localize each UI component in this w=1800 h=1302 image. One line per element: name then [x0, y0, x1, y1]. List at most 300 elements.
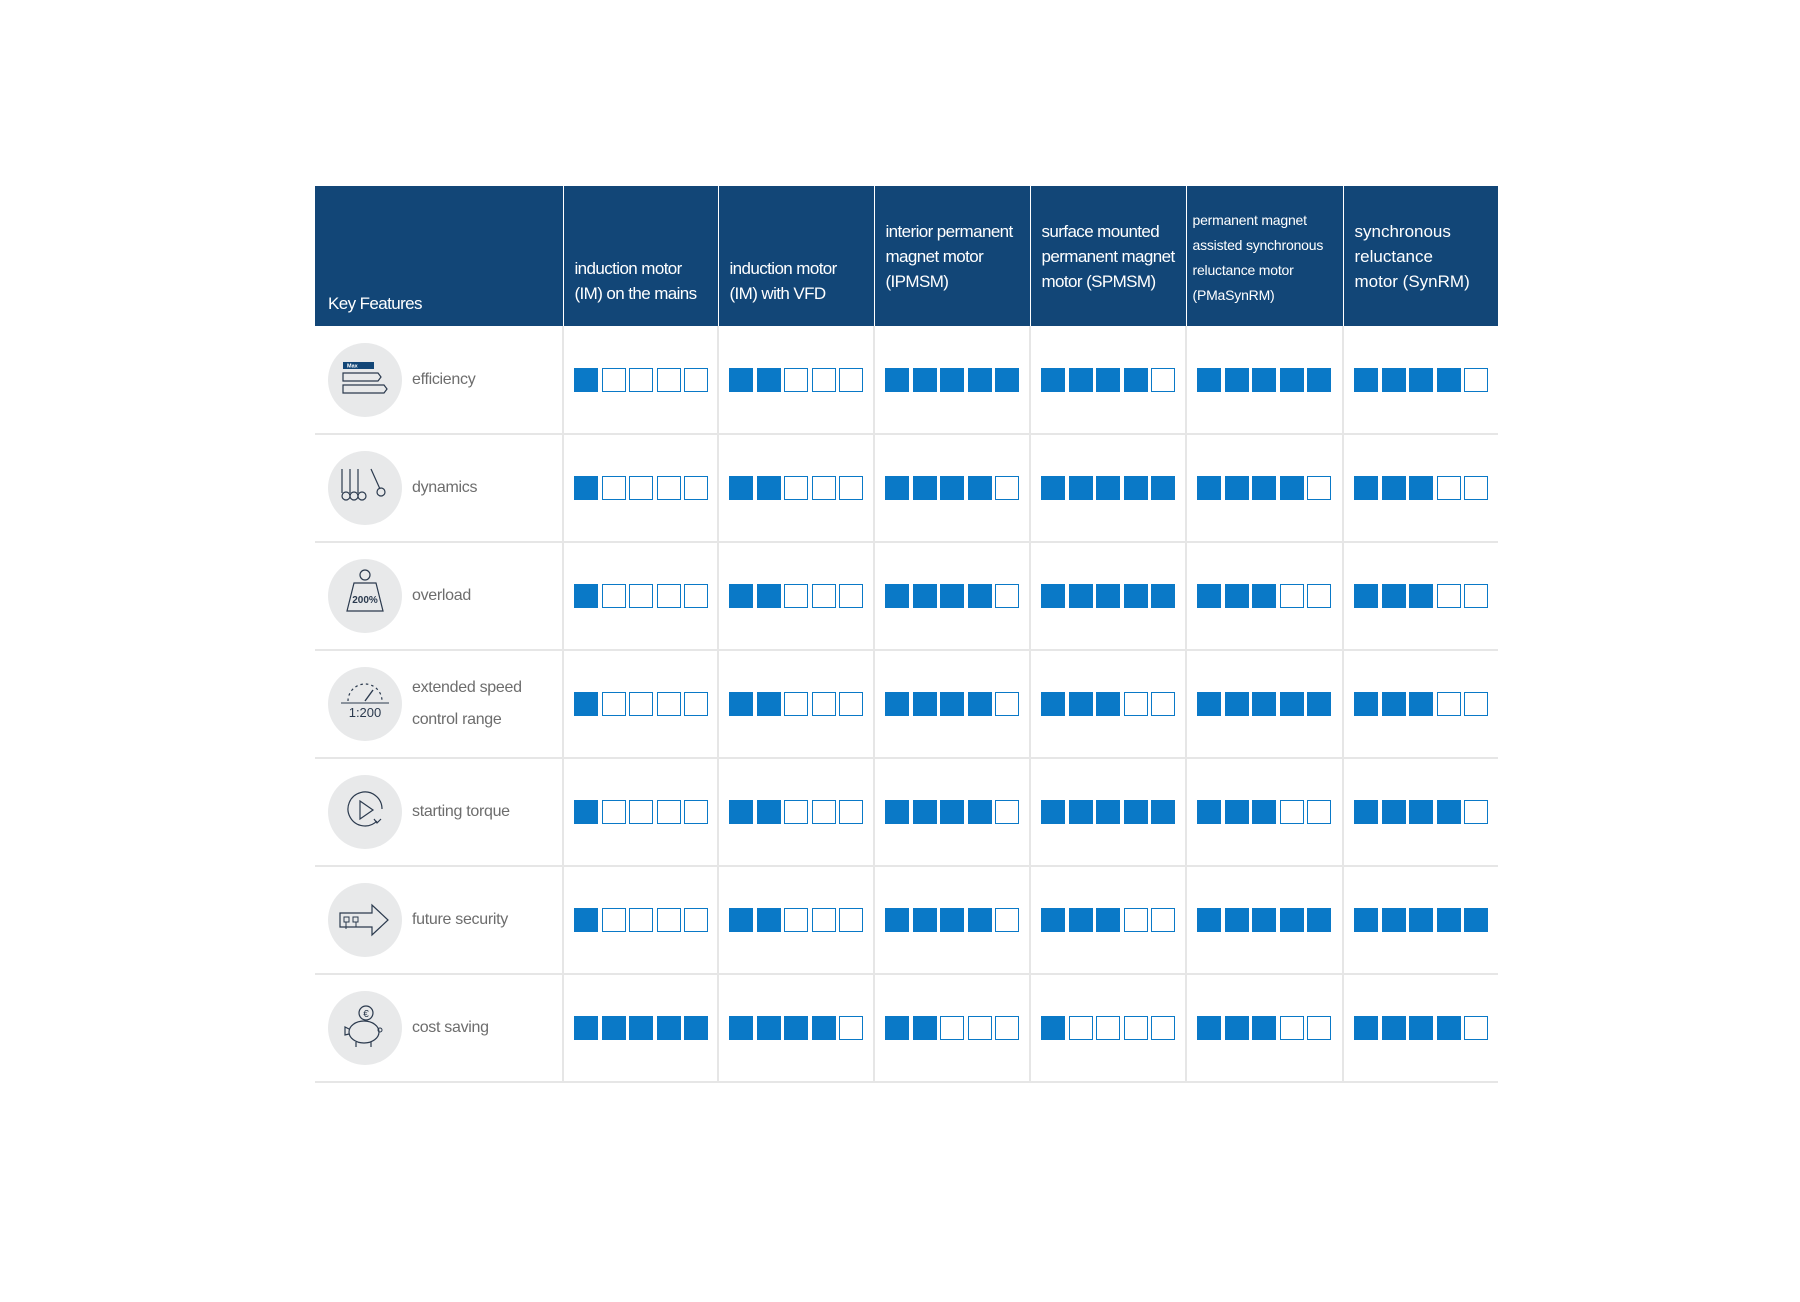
rating-squares: [875, 584, 1029, 608]
table-row: [315, 542, 1498, 650]
rating-square-empty: [684, 368, 708, 392]
rating-square-empty: [629, 908, 653, 932]
rating-square-filled: [757, 908, 781, 932]
rating-cell: [1343, 326, 1498, 434]
rating-square-empty: [1151, 1016, 1175, 1040]
rating-square-filled: [1409, 692, 1433, 716]
rating-square-empty: [784, 476, 808, 500]
rating-square-filled: [940, 584, 964, 608]
rating-cell: [718, 434, 874, 542]
piggy-bank-icon-graphic: [328, 991, 402, 1065]
rating-square-filled: [885, 476, 909, 500]
rating-square-empty: [968, 1016, 992, 1040]
rating-square-filled: [885, 800, 909, 824]
rating-square-empty: [684, 692, 708, 716]
rating-square-filled: [1124, 800, 1148, 824]
rating-square-empty: [602, 908, 626, 932]
rating-square-empty: [602, 368, 626, 392]
rating-square-filled: [1464, 908, 1488, 932]
rating-square-filled: [1409, 476, 1433, 500]
rating-square-filled: [757, 476, 781, 500]
rating-square-filled: [1096, 692, 1120, 716]
svg-text:200%: 200%: [352, 595, 378, 606]
rating-square-filled: [1197, 1016, 1221, 1040]
rating-squares: [1187, 692, 1342, 716]
rating-square-filled: [913, 1016, 937, 1040]
rating-cell: [874, 326, 1030, 434]
rating-cell: [1186, 650, 1343, 758]
feature-cell: [315, 542, 563, 650]
rating-square-filled: [1041, 800, 1065, 824]
rating-cell: [1030, 974, 1186, 1082]
rating-squares: [719, 908, 873, 932]
rating-square-empty: [629, 800, 653, 824]
rating-squares: [719, 692, 873, 716]
rating-squares: [564, 908, 717, 932]
rating-squares: [875, 368, 1029, 392]
feature-label: [412, 1012, 562, 1044]
rating-square-empty: [1151, 368, 1175, 392]
feature-cell: [315, 326, 563, 434]
rating-square-empty: [839, 1016, 863, 1040]
pendulum-icon-graphic: [328, 451, 402, 525]
rating-square-filled: [574, 368, 598, 392]
rating-square-filled: [1069, 908, 1093, 932]
rating-square-filled: [968, 476, 992, 500]
rating-square-empty: [684, 908, 708, 932]
rating-square-empty: [784, 584, 808, 608]
rating-square-filled: [913, 908, 937, 932]
rating-square-filled: [1197, 692, 1221, 716]
rating-squares: [875, 692, 1029, 716]
rating-cell: [1186, 758, 1343, 866]
rating-cell: [563, 974, 718, 1082]
header-pmasynrm-line-2: assisted synchronous: [1192, 237, 1324, 253]
rating-squares: [1031, 584, 1185, 608]
rating-square-filled: [1041, 1016, 1065, 1040]
rating-square-filled: [1354, 584, 1378, 608]
rating-square-filled: [913, 368, 937, 392]
rating-square-empty: [684, 800, 708, 824]
feature-cell-content: [315, 991, 562, 1065]
rating-square-filled: [757, 692, 781, 716]
rating-square-filled: [1280, 692, 1304, 716]
rating-square-filled: [574, 584, 598, 608]
rating-square-filled: [729, 1016, 753, 1040]
rating-square-empty: [839, 368, 863, 392]
rating-square-filled: [1151, 476, 1175, 500]
rating-square-filled: [1382, 1016, 1406, 1040]
rating-cell: [1186, 434, 1343, 542]
rating-square-empty: [657, 584, 681, 608]
rating-square-filled: [1225, 908, 1249, 932]
rating-square-filled: [1409, 584, 1433, 608]
rating-squares: [1344, 800, 1498, 824]
rating-square-empty: [1437, 692, 1461, 716]
rating-square-empty: [1437, 584, 1461, 608]
speedometer-icon: [328, 667, 402, 741]
rating-squares: [875, 800, 1029, 824]
rating-square-filled: [1409, 908, 1433, 932]
rating-squares: [719, 800, 873, 824]
rating-square-filled: [1382, 692, 1406, 716]
rating-square-filled: [940, 692, 964, 716]
table-row: [315, 650, 1498, 758]
motor-comparison-table: [315, 186, 1498, 1083]
feature-cell-content: [315, 883, 562, 957]
rating-squares: [719, 1016, 873, 1040]
rating-square-empty: [657, 800, 681, 824]
rating-squares: [1344, 476, 1498, 500]
rating-square-empty: [657, 368, 681, 392]
rating-cell: [1343, 974, 1498, 1082]
rating-squares: [1344, 368, 1498, 392]
rating-square-filled: [1069, 584, 1093, 608]
rating-cell: [718, 974, 874, 1082]
rating-square-filled: [1409, 1016, 1433, 1040]
rating-cell: [874, 758, 1030, 866]
rating-square-filled: [1124, 584, 1148, 608]
rating-cell: [563, 650, 718, 758]
rating-squares: [1187, 800, 1342, 824]
rating-square-empty: [602, 476, 626, 500]
feature-label: [412, 904, 562, 936]
rating-squares: [1187, 1016, 1342, 1040]
rating-square-filled: [1197, 368, 1221, 392]
rating-square-empty: [1280, 800, 1304, 824]
rating-square-empty: [1307, 476, 1331, 500]
feature-label: [412, 580, 562, 612]
rating-square-empty: [657, 692, 681, 716]
rating-square-filled: [1096, 800, 1120, 824]
rating-squares: [564, 368, 717, 392]
rating-square-filled: [1197, 476, 1221, 500]
rating-square-filled: [729, 368, 753, 392]
rating-square-filled: [1069, 368, 1093, 392]
rating-squares: [1031, 800, 1185, 824]
rating-square-empty: [629, 476, 653, 500]
header-im-mains: [563, 186, 718, 326]
rating-square-filled: [1096, 476, 1120, 500]
header-ipmsm-line-2: magnet motor: [885, 246, 984, 266]
rating-square-filled: [729, 692, 753, 716]
rating-cell: [718, 866, 874, 974]
efficiency-label-icon: [328, 343, 402, 417]
table-row: [315, 326, 1498, 434]
rating-squares: [719, 584, 873, 608]
speedometer-icon-graphic: [328, 667, 402, 741]
rating-square-filled: [1354, 692, 1378, 716]
rating-squares: [564, 476, 717, 500]
svg-text:€: €: [363, 1009, 369, 1020]
rating-squares: [1344, 1016, 1498, 1040]
header-ipmsm-line-3: (IPMSM): [885, 271, 949, 291]
rating-squares: [564, 584, 717, 608]
header-pmasynrm-line-4: (PMaSynRM): [1192, 287, 1275, 303]
header-im-vfd-line-1: induction motor: [729, 259, 837, 278]
rating-square-empty: [629, 584, 653, 608]
rating-square-filled: [995, 368, 1019, 392]
rating-square-filled: [1437, 800, 1461, 824]
rating-square-filled: [1382, 476, 1406, 500]
rating-square-empty: [1307, 584, 1331, 608]
rating-square-empty: [1464, 476, 1488, 500]
rating-square-filled: [574, 692, 598, 716]
rating-squares: [1187, 368, 1342, 392]
rating-cell: [1030, 434, 1186, 542]
header-pmasynrm-line-1: permanent magnet: [1192, 212, 1307, 228]
table-row: [315, 434, 1498, 542]
rating-cell: [1343, 542, 1498, 650]
rating-square-filled: [1041, 584, 1065, 608]
rating-square-empty: [684, 476, 708, 500]
rating-square-filled: [1382, 368, 1406, 392]
header-row: [315, 186, 1498, 326]
rating-square-empty: [839, 584, 863, 608]
rating-squares: [564, 1016, 717, 1040]
rating-cell: [718, 542, 874, 650]
feature-cell-content: [315, 559, 562, 633]
rating-cell: [1186, 326, 1343, 434]
rating-cell: [1030, 650, 1186, 758]
rating-cell: [563, 326, 718, 434]
rating-square-filled: [1041, 368, 1065, 392]
rating-square-filled: [757, 1016, 781, 1040]
feature-label: [412, 672, 562, 736]
rating-cell: [1186, 974, 1343, 1082]
rating-square-filled: [757, 368, 781, 392]
rating-square-filled: [1096, 908, 1120, 932]
rating-square-empty: [1307, 800, 1331, 824]
rating-square-empty: [995, 1016, 1019, 1040]
feature-label-line: control range: [412, 711, 502, 728]
rating-square-filled: [1382, 584, 1406, 608]
rating-square-filled: [1354, 908, 1378, 932]
rating-square-empty: [1280, 1016, 1304, 1040]
rating-square-filled: [1041, 908, 1065, 932]
rating-square-filled: [1225, 692, 1249, 716]
rating-square-filled: [968, 908, 992, 932]
rating-square-empty: [1124, 908, 1148, 932]
rating-cell: [1030, 866, 1186, 974]
rating-square-empty: [602, 584, 626, 608]
rating-square-filled: [1096, 584, 1120, 608]
rating-square-empty: [602, 692, 626, 716]
rating-square-filled: [1437, 908, 1461, 932]
rating-square-filled: [1225, 476, 1249, 500]
rating-square-empty: [812, 368, 836, 392]
rating-cell: [1343, 434, 1498, 542]
header-synrm: [1343, 186, 1498, 326]
feature-label-line: cost saving: [412, 1019, 489, 1036]
rating-square-filled: [1096, 368, 1120, 392]
rating-square-empty: [1464, 692, 1488, 716]
rating-square-filled: [729, 584, 753, 608]
rating-square-filled: [1124, 476, 1148, 500]
rating-square-filled: [574, 800, 598, 824]
rating-square-filled: [913, 692, 937, 716]
rating-square-empty: [1464, 800, 1488, 824]
rating-square-empty: [1464, 368, 1488, 392]
rating-square-filled: [1437, 1016, 1461, 1040]
weight-icon-graphic: [328, 559, 402, 633]
feature-label-line: starting torque: [412, 803, 510, 820]
rating-square-filled: [1252, 800, 1276, 824]
rating-square-filled: [1354, 1016, 1378, 1040]
feature-cell-content: [315, 775, 562, 849]
rating-square-filled: [1382, 800, 1406, 824]
rating-square-filled: [913, 800, 937, 824]
rating-cell: [874, 434, 1030, 542]
header-key-features-label: Key Features: [328, 294, 422, 313]
rating-square-empty: [1096, 1016, 1120, 1040]
rating-square-filled: [1307, 692, 1331, 716]
svg-text:Max: Max: [347, 363, 358, 370]
rating-square-empty: [812, 908, 836, 932]
feature-label-line: efficiency: [412, 370, 476, 388]
rating-square-empty: [1464, 1016, 1488, 1040]
rating-square-filled: [885, 584, 909, 608]
rating-cell: [563, 542, 718, 650]
header-synrm-line-1: synchronous: [1354, 221, 1451, 241]
rating-cell: [1030, 542, 1186, 650]
rating-squares: [875, 1016, 1029, 1040]
rating-square-filled: [574, 476, 598, 500]
rating-square-filled: [940, 908, 964, 932]
rating-cell: [1343, 650, 1498, 758]
rating-square-empty: [812, 692, 836, 716]
play-circle-icon: [328, 775, 402, 849]
rating-squares: [1344, 584, 1498, 608]
rating-square-filled: [913, 584, 937, 608]
rating-square-filled: [968, 692, 992, 716]
rating-square-empty: [629, 368, 653, 392]
rating-cell: [874, 866, 1030, 974]
rating-square-empty: [784, 692, 808, 716]
header-ipmsm: [874, 186, 1030, 326]
rating-cell: [718, 650, 874, 758]
rating-squares: [1187, 584, 1342, 608]
rating-square-filled: [1409, 800, 1433, 824]
rating-square-empty: [940, 1016, 964, 1040]
rating-square-empty: [1151, 908, 1175, 932]
rating-cell: [718, 758, 874, 866]
rating-square-empty: [995, 800, 1019, 824]
rating-cell: [718, 326, 874, 434]
rating-squares: [1031, 692, 1185, 716]
rating-cell: [1030, 326, 1186, 434]
rating-square-filled: [1252, 584, 1276, 608]
feature-label: [412, 364, 562, 396]
rating-square-filled: [602, 1016, 626, 1040]
rating-cell: [874, 542, 1030, 650]
rating-squares: [719, 476, 873, 500]
rating-square-empty: [784, 800, 808, 824]
header-synrm-line-3: motor (SynRM): [1354, 271, 1470, 291]
header-im-vfd-line-2: (IM) with VFD: [729, 284, 826, 303]
header-im-mains-line-2: (IM) on the mains: [574, 284, 697, 303]
feature-label-line: overload: [412, 587, 471, 604]
rating-square-filled: [1225, 1016, 1249, 1040]
rating-squares: [1031, 476, 1185, 500]
rating-square-filled: [1124, 368, 1148, 392]
rating-square-filled: [729, 800, 753, 824]
rating-square-filled: [1252, 476, 1276, 500]
rating-square-empty: [1464, 584, 1488, 608]
rating-square-filled: [1252, 1016, 1276, 1040]
rating-square-filled: [885, 692, 909, 716]
rating-square-filled: [1225, 368, 1249, 392]
feature-cell-content: [315, 343, 562, 417]
rating-square-empty: [995, 692, 1019, 716]
rating-square-filled: [1041, 692, 1065, 716]
feature-label: [412, 472, 562, 504]
rating-square-empty: [812, 584, 836, 608]
feature-cell: [315, 434, 563, 542]
table-row: [315, 974, 1498, 1082]
rating-square-empty: [839, 476, 863, 500]
rating-square-empty: [784, 908, 808, 932]
rating-square-filled: [1151, 584, 1175, 608]
svg-text:1:200: 1:200: [348, 705, 382, 720]
rating-square-filled: [1307, 908, 1331, 932]
header-spmsm: [1030, 186, 1186, 326]
rating-square-empty: [812, 476, 836, 500]
rating-square-filled: [940, 476, 964, 500]
rating-square-filled: [1069, 476, 1093, 500]
piggy-bank-icon: [328, 991, 402, 1065]
rating-square-empty: [995, 476, 1019, 500]
rating-square-empty: [684, 584, 708, 608]
rating-cell: [874, 974, 1030, 1082]
rating-square-filled: [1041, 476, 1065, 500]
rating-square-filled: [1280, 368, 1304, 392]
rating-square-filled: [1252, 368, 1276, 392]
rating-square-filled: [940, 800, 964, 824]
rating-square-filled: [885, 368, 909, 392]
rating-square-filled: [1354, 476, 1378, 500]
rating-square-empty: [657, 476, 681, 500]
rating-square-filled: [1382, 908, 1406, 932]
feature-cell: [315, 866, 563, 974]
rating-squares: [1344, 692, 1498, 716]
header-im-mains-line-1: induction motor: [574, 259, 682, 278]
pendulum-icon: [328, 451, 402, 525]
header-spmsm-line-3: motor (SPMSM): [1041, 271, 1156, 291]
rating-square-filled: [1069, 692, 1093, 716]
header-spmsm-line-1: surface mounted: [1041, 221, 1160, 241]
rating-square-empty: [657, 908, 681, 932]
rating-square-empty: [1124, 1016, 1148, 1040]
rating-square-filled: [684, 1016, 708, 1040]
feature-rows: [315, 326, 1498, 1082]
rating-square-empty: [784, 368, 808, 392]
rating-square-filled: [968, 368, 992, 392]
rating-square-filled: [885, 1016, 909, 1040]
rating-square-empty: [995, 908, 1019, 932]
weight-icon: [328, 559, 402, 633]
header-pmasynrm: [1186, 186, 1343, 326]
header-im-vfd: [718, 186, 874, 326]
rating-square-filled: [1354, 368, 1378, 392]
rating-square-empty: [1124, 692, 1148, 716]
rating-cell: [1186, 866, 1343, 974]
rating-square-empty: [995, 584, 1019, 608]
rating-square-empty: [839, 692, 863, 716]
rating-square-filled: [885, 908, 909, 932]
rating-square-filled: [1197, 584, 1221, 608]
rating-square-filled: [657, 1016, 681, 1040]
